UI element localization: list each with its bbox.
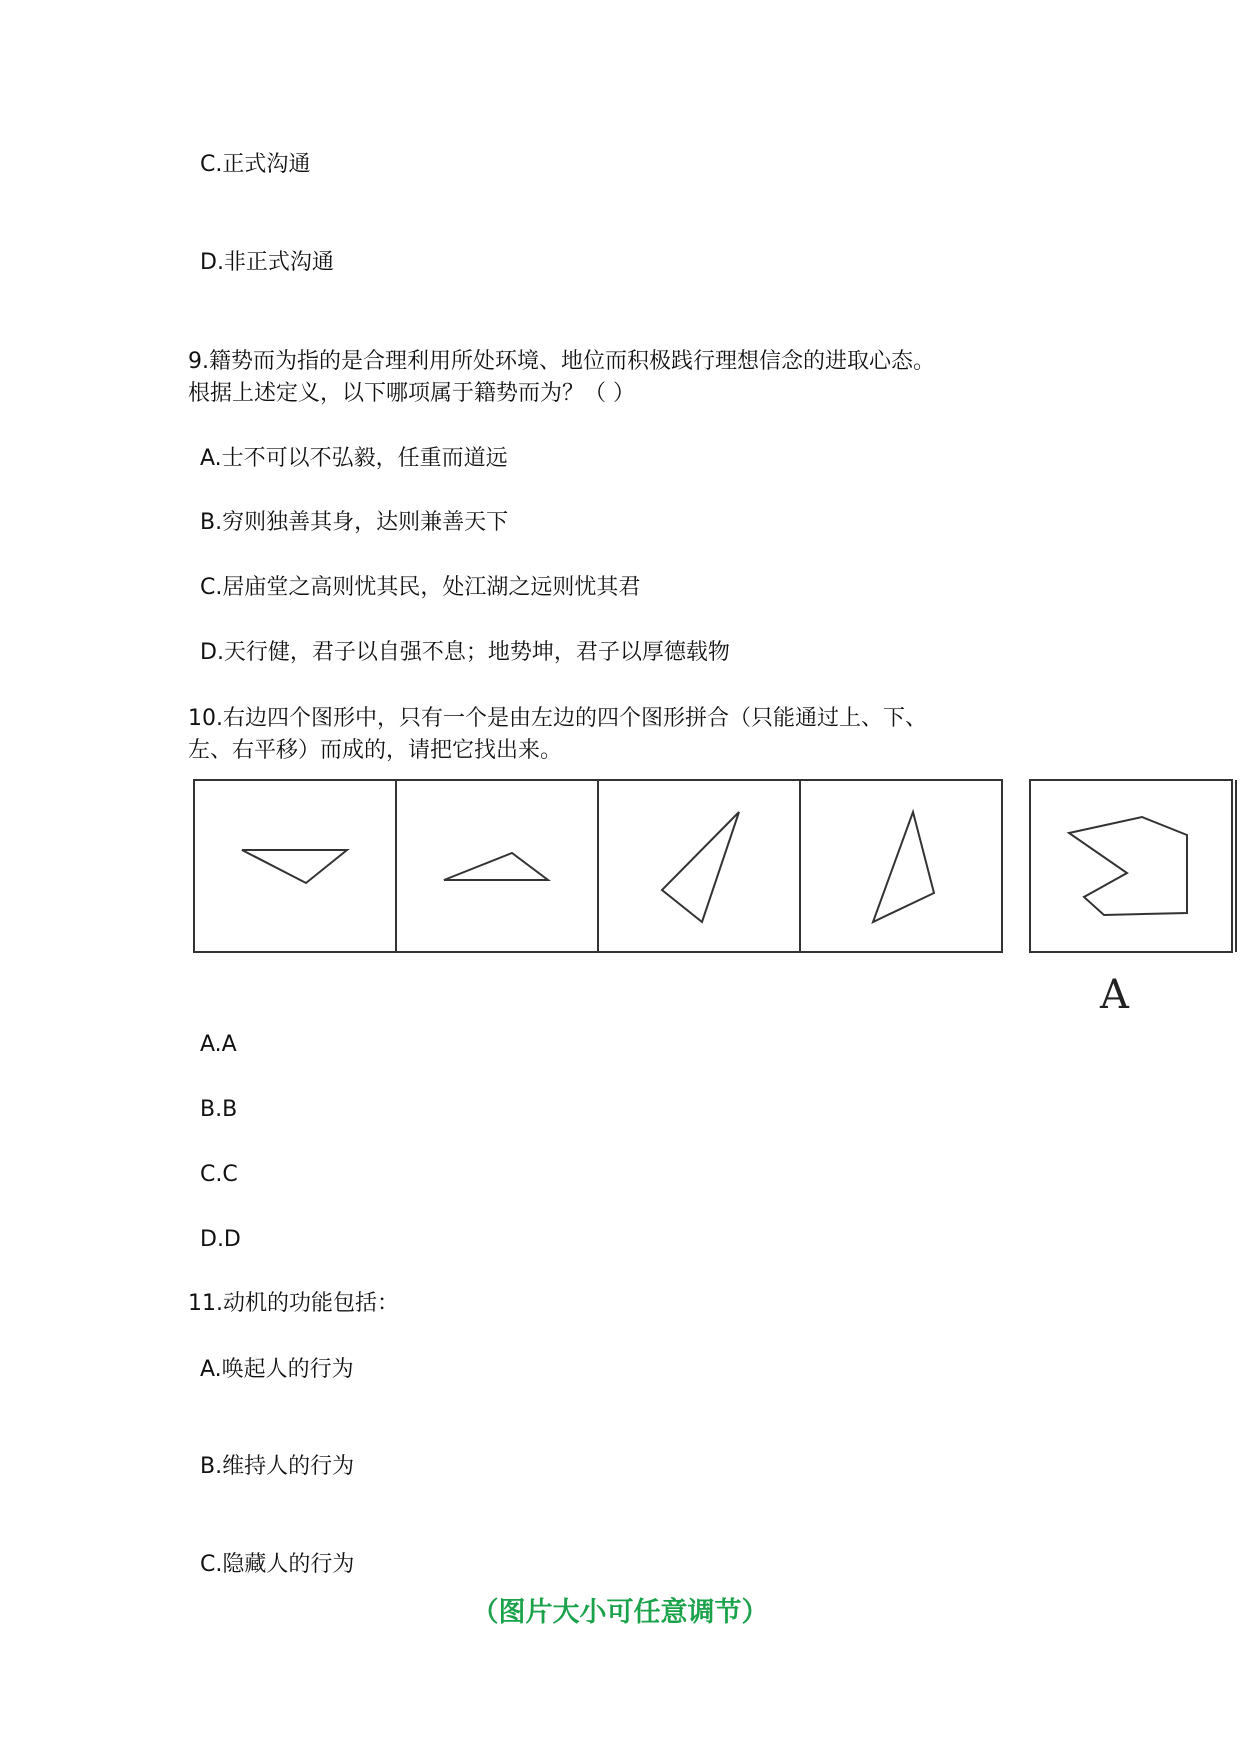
q10-stem-line1: 10.右边四个图形中，只有一个是由左边的四个图形拼合（只能通过上、下、 bbox=[188, 706, 927, 731]
q9-option-a: A.士不可以不弘毅，任重而道远 bbox=[200, 446, 508, 471]
figure-box-3 bbox=[598, 780, 800, 952]
q9-option-b: B.穷则独善其身，达则兼善天下 bbox=[200, 510, 509, 535]
q10-stem-line2: 左、右平移）而成的，请把它找出来。 bbox=[188, 738, 563, 763]
figure-box-2 bbox=[396, 780, 598, 952]
figure-box-option-a bbox=[1030, 780, 1232, 952]
q10-option-c: C.C bbox=[200, 1162, 238, 1187]
triangle-1 bbox=[242, 850, 347, 883]
q11-option-c: C.隐藏人的行为 bbox=[200, 1552, 355, 1577]
q8-option-c: C.正式沟通 bbox=[200, 152, 311, 177]
q11-option-b: B.维持人的行为 bbox=[200, 1454, 355, 1479]
figure-box-1 bbox=[194, 780, 396, 952]
q11-stem: 11.动机的功能包括： bbox=[188, 1291, 399, 1316]
q9-option-c: C.居庙堂之高则忧其民，处江湖之远则忧其君 bbox=[200, 575, 641, 600]
q10-figure bbox=[192, 775, 1240, 957]
triangle-2 bbox=[444, 853, 548, 880]
q8-option-d: D.非正式沟通 bbox=[200, 250, 334, 275]
figure-option-label: A bbox=[1100, 972, 1129, 1018]
triangle-3 bbox=[662, 812, 739, 922]
option-a-shape bbox=[1069, 817, 1187, 915]
q10-option-a: A.A bbox=[200, 1032, 237, 1057]
q10-option-b: B.B bbox=[200, 1097, 238, 1122]
footer-caption: （图片大小可任意调节） bbox=[471, 1597, 769, 1628]
q9-stem-line2: 根据上述定义，以下哪项属于籍势而为？（ ） bbox=[188, 381, 635, 406]
q10-option-d: D.D bbox=[200, 1227, 241, 1252]
triangle-4 bbox=[873, 812, 934, 922]
q11-option-a: A.唤起人的行为 bbox=[200, 1357, 354, 1382]
q9-option-d: D.天行健，君子以自强不息；地势坤，君子以厚德载物 bbox=[200, 640, 730, 665]
q9-stem-line1: 9.籍势而为指的是合理利用所处环境、地位而积极践行理想信念的进取心态。 bbox=[188, 349, 935, 374]
figure-box-4 bbox=[800, 780, 1002, 952]
